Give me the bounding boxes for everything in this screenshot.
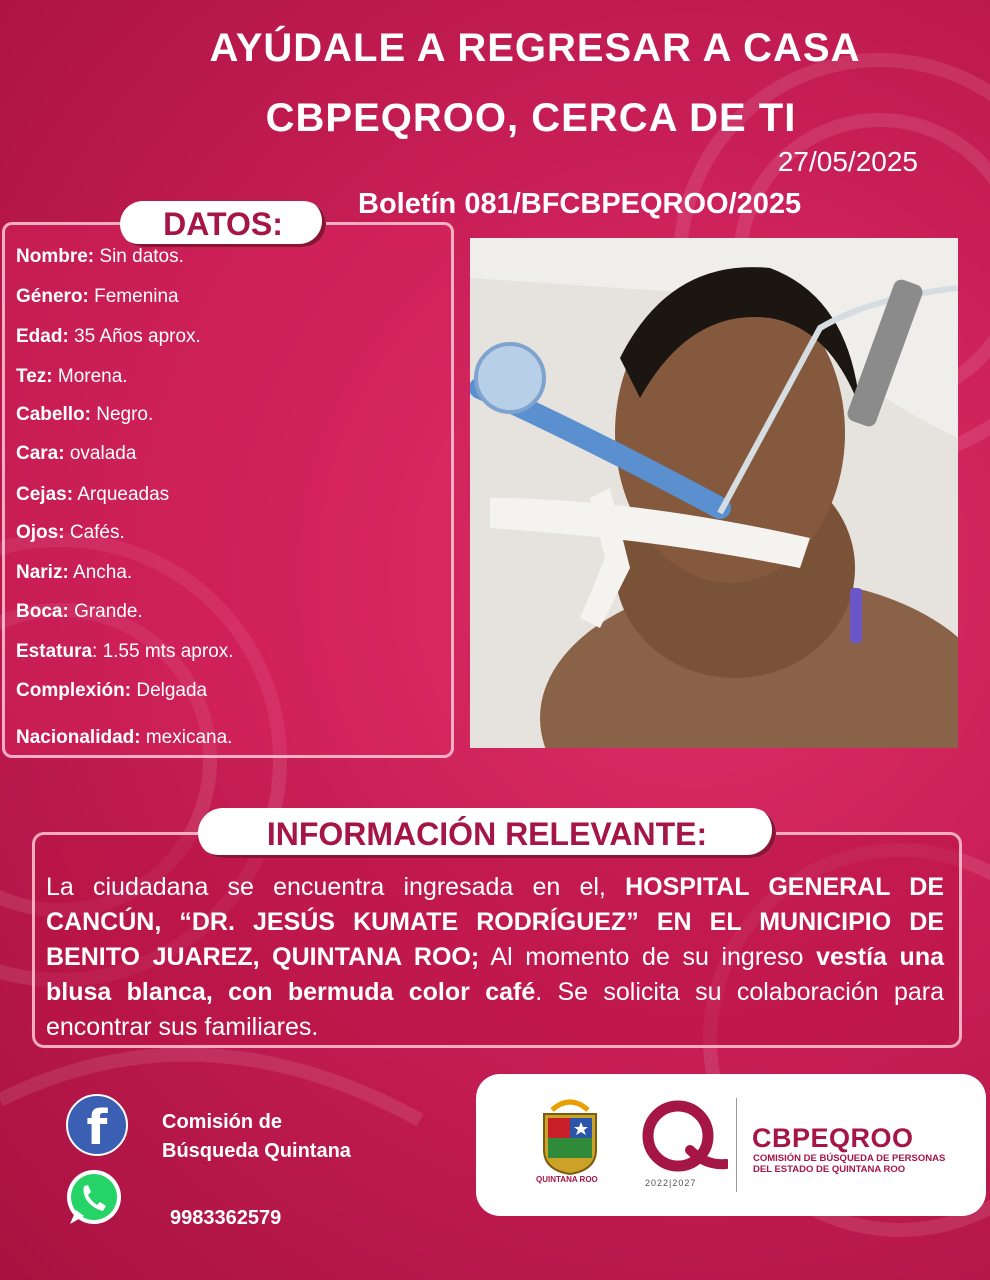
datos-heading: DATOS: (163, 206, 283, 242)
headline-line-2: CBPEQROO, CERCA DE TI (265, 96, 797, 140)
whatsapp-phone: 9983362579 (170, 1207, 282, 1229)
person-photo (470, 238, 958, 748)
facebook-icon[interactable]: f (66, 1094, 128, 1156)
field-nacionalidad: Nacionalidad: mexicana. (16, 727, 233, 748)
facebook-page-line2: Búsqueda Quintana (162, 1140, 351, 1162)
state-label: QUINTANA ROO (536, 1175, 598, 1184)
field-complexion: Complexión: Delgada (16, 680, 208, 701)
info-paragraph: La ciudadana se encuentra ingresada en el, HOSPITAL GENERAL DE CANCÚN, “DR. JESÚS KUMATE RODRÍGUEZ” EN EL MUNICIPIO DE BENITO JUAREZ, QUINTANA ROO; Al momento de su ingreso vestía una blusa blanca, con bermuda color café. Se solicita su colaboración para encontrar sus familiares. (46, 873, 945, 1041)
whatsapp-icon[interactable] (62, 1166, 126, 1230)
field-cejas: Cejas: Arqueadas (16, 484, 170, 505)
quintana-roo-shield-icon (538, 1094, 602, 1176)
q-logo-icon (636, 1098, 728, 1178)
field-estatura: Estatura: 1.55 mts aprox. (16, 641, 234, 662)
bulletin-date: 27/05/2025 (777, 146, 918, 177)
field-nariz: Nariz: Ancha. (16, 562, 133, 583)
datos-heading-badge (120, 201, 326, 247)
government-period: 2022|2027 (645, 1178, 697, 1188)
info-heading-badge (198, 808, 776, 858)
headline-line-1: AYÚDALE A REGRESAR A CASA (209, 26, 861, 70)
field-cabello: Cabello: Negro. (16, 404, 154, 425)
field-genero: Género: Femenina (16, 286, 179, 307)
info-heading: INFORMACIÓN RELEVANTE: (266, 816, 708, 852)
logo-divider (736, 1098, 737, 1192)
bulletin-number: Boletín 081/BFCBPEQROO/2025 (358, 188, 802, 220)
org-name: CBPEQROO (752, 1123, 914, 1153)
field-ojos: Ojos: Cafés. (16, 522, 125, 543)
org-full-name: COMISIÓN DE BÚSQUEDA DE PERSONAS DEL ESTADO DE QUINTANA ROO (753, 1153, 946, 1175)
facebook-page-line1: Comisión de (162, 1111, 283, 1133)
field-nombre: Nombre: Sin datos. (16, 246, 184, 267)
field-boca: Boca: Grande. (16, 601, 143, 622)
field-cara: Cara: ovalada (16, 443, 137, 464)
field-tez: Tez: Morena. (16, 366, 128, 387)
field-edad: Edad: 35 Años aprox. (16, 326, 201, 347)
